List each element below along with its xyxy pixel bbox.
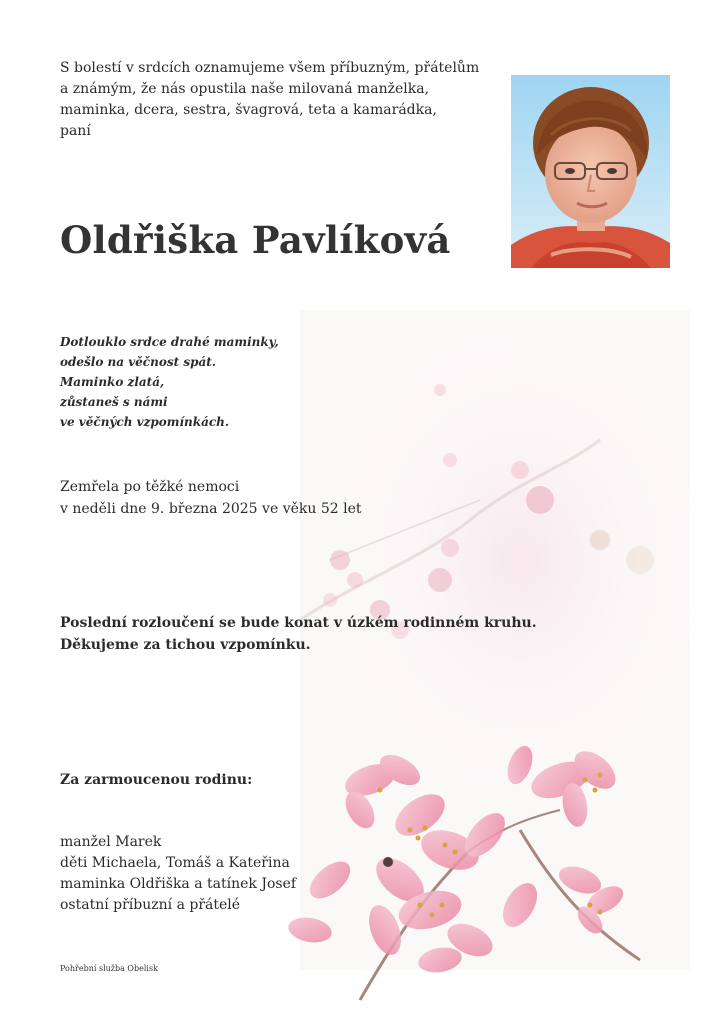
death-line: Zemřela po těžké nemoci — [60, 479, 240, 495]
poem-line: odešlo na věčnost spát. — [60, 355, 216, 369]
intro-line: paní — [60, 123, 91, 139]
death-line: v neděli dne 9. března 2025 ve věku 52 let — [60, 501, 362, 517]
farewell-notice — [60, 612, 537, 656]
farewell-line: Poslední rozloučení se bude konat v úzkém rodinném kruhu. — [60, 615, 537, 631]
farewell-line: Děkujeme za tichou vzpomínku. — [60, 637, 311, 653]
death-details — [60, 476, 380, 520]
family-member: maminka Oldřiška a tatínek Josef — [60, 876, 297, 892]
family-list — [60, 832, 320, 916]
family-member: manžel Marek — [60, 834, 162, 850]
portrait-photo — [511, 75, 670, 268]
announcement-intro — [60, 58, 480, 142]
poem-line: ve věčných vzpomínkách. — [60, 415, 230, 429]
deceased-name: Oldřiška Pavlíková — [60, 218, 451, 262]
poem-line: zůstaneš s námi — [60, 395, 168, 409]
portrait-image — [511, 75, 670, 268]
intro-line: S bolestí v srdcích oznamujeme všem příbuzným, přátelům — [60, 60, 480, 76]
poem-line: Dotlouklo srdce drahé maminky, — [60, 335, 279, 349]
family-heading: Za zarmoucenou rodinu: — [60, 772, 253, 788]
funeral-service-credit: Pohřební služba Obelisk — [60, 964, 158, 973]
memorial-poem — [60, 332, 360, 432]
family-member: děti Michaela, Tomáš a Kateřina — [60, 855, 290, 871]
poem-line: Maminko zlatá, — [60, 375, 165, 389]
intro-line: maminka, dcera, sestra, švagrová, teta a kamarádka, — [60, 102, 437, 118]
family-member: ostatní příbuzní a přátelé — [60, 897, 241, 913]
intro-line: a známým, že nás opustila naše milovaná manželka, — [60, 81, 430, 97]
